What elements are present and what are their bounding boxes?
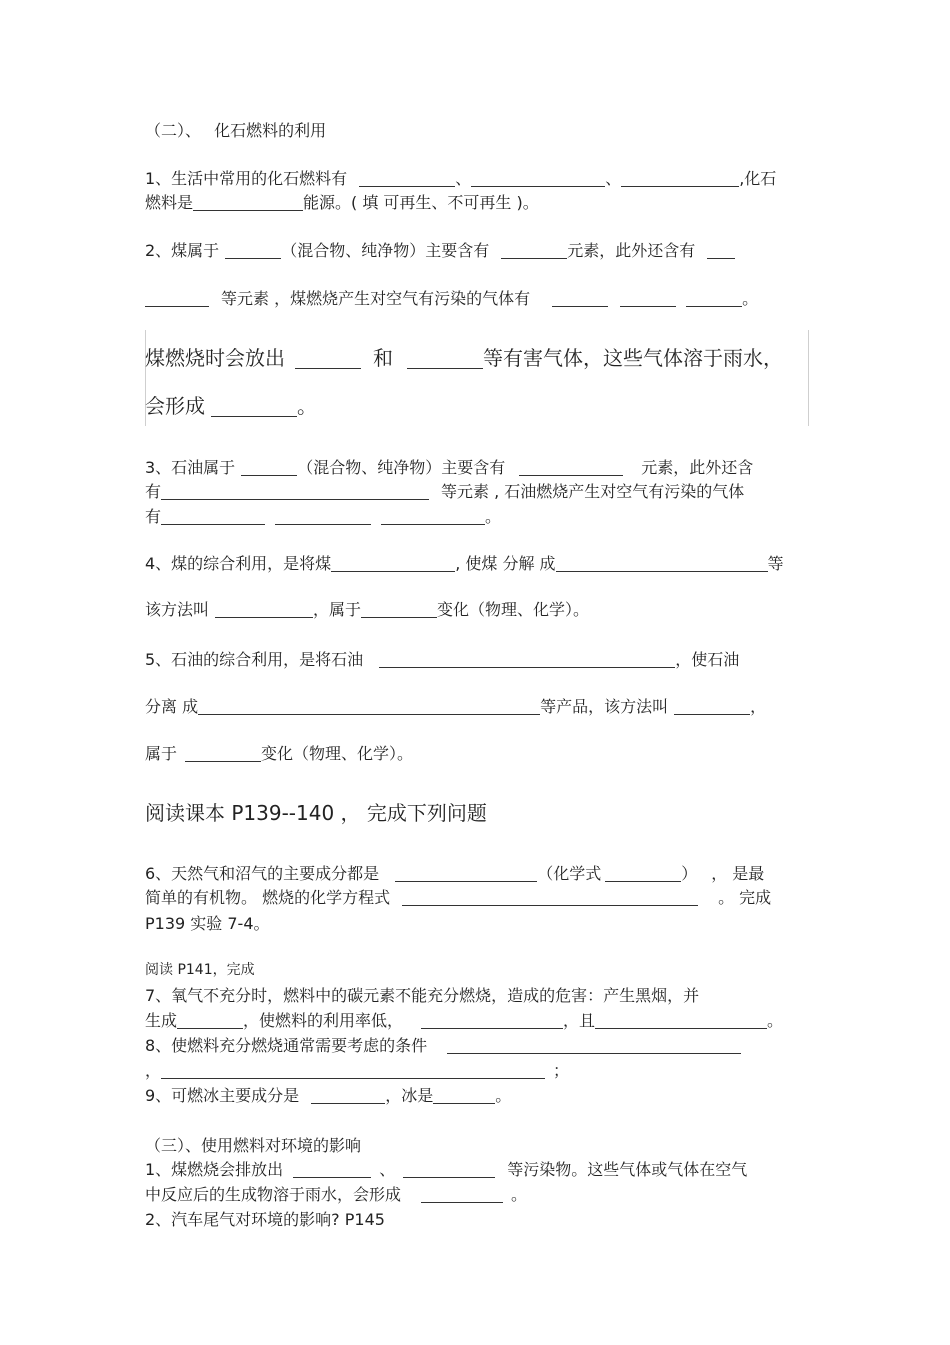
q1-line2: 燃料是 能源。( 填 可再生、不可再生 )。	[145, 193, 539, 212]
q6-line1: 6、天然气和沼气的主要成分都是 （化学式 ） ， 是最	[145, 864, 765, 883]
q8-blank2[interactable]	[161, 1062, 545, 1079]
q2-line2: 等元素 ，煤燃烧产生对空气有污染的气体有 。	[145, 289, 758, 309]
q3-blank3[interactable]	[161, 483, 429, 500]
q4-blank4[interactable]	[361, 601, 437, 618]
q5-blank1[interactable]	[379, 651, 675, 668]
q4-line2: 该方法叫 ，属于 变化（物理、化学）。	[145, 600, 590, 619]
q2-blank5[interactable]	[552, 290, 608, 307]
q3-line1: 3、石油属于 （混合物、纯净物）主要含有 元素，此外还含	[145, 458, 754, 477]
q1-blank4[interactable]	[193, 194, 303, 211]
q4-blank3[interactable]	[215, 601, 313, 618]
q1-line1: 1、生活中常用的化石燃料有 、 、 ,化石	[145, 169, 777, 188]
q1-blank2[interactable]	[471, 170, 605, 187]
reading-instruction-2: 阅读 P141，完成	[145, 962, 255, 978]
section-3-title: （三）、使用燃料对环境的影响	[145, 1136, 362, 1155]
q2-blank7[interactable]	[686, 290, 742, 307]
q5-blank2[interactable]	[198, 698, 540, 715]
q2-blank2[interactable]	[501, 242, 567, 259]
q6-blank2[interactable]	[605, 865, 681, 882]
q7-blank2[interactable]	[421, 1012, 563, 1029]
s3-q1-blank2[interactable]	[403, 1161, 495, 1178]
q1-blank3[interactable]	[621, 170, 739, 187]
reading-instruction-1: 阅读课本 P139--140 ， 完成下列问题	[145, 801, 487, 825]
q5-line1: 5、石油的综合利用，是将石油 ，使石油	[145, 650, 740, 669]
q3-blank1[interactable]	[241, 459, 297, 476]
q4-blank2[interactable]	[556, 555, 768, 572]
s3-q1-blank1[interactable]	[293, 1161, 371, 1178]
q6-blank3[interactable]	[402, 889, 698, 906]
q7-blank1[interactable]	[177, 1012, 243, 1029]
q2-blank1[interactable]	[225, 242, 281, 259]
q2-line1: 2、煤属于 （混合物、纯净物）主要含有 元素，此外还含有	[145, 241, 735, 261]
q3-blank4[interactable]	[161, 508, 265, 525]
q7-line2: 生成 ，使燃料的利用率低， ，且 。	[145, 1011, 784, 1030]
q5-blank4[interactable]	[185, 745, 261, 762]
q3-line3: 有 。	[145, 507, 502, 526]
q6-line2: 简单的有机物。 燃烧的化学方程式 。 完成	[145, 888, 772, 907]
box-blank1[interactable]	[295, 348, 361, 369]
box-line1: 煤燃烧时会放出 和 等有害气体，这些气体溶于雨水，	[145, 346, 783, 370]
q4-line1: 4、煤的综合利用，是将煤 , 使煤 分解 成 等	[145, 554, 784, 573]
q6-line3: P139 实验 7-4。	[145, 914, 270, 933]
box-line2: 会形成 。	[145, 394, 317, 418]
q3-line2: 有 等元素 , 石油燃烧产生对空气有污染的气体	[145, 482, 745, 501]
q7-line1: 7、氧气不充分时，燃料中的碳元素不能充分燃烧，造成的危害：产生黑烟，并	[145, 986, 700, 1005]
q3-blank6[interactable]	[381, 508, 485, 525]
q7-blank3[interactable]	[595, 1012, 767, 1029]
q8-line1: 8、使燃料充分燃烧通常需要考虑的条件	[145, 1036, 741, 1056]
q9-blank2[interactable]	[433, 1087, 495, 1104]
q8-blank1[interactable]	[447, 1037, 741, 1054]
s3-q1-line2: 中反应后的生成物溶于雨水，会形成 。	[145, 1185, 528, 1204]
q8-line2: ， ；	[145, 1061, 570, 1080]
q5-blank3[interactable]	[674, 698, 750, 715]
section-2-title: （二）、 化石燃料的利用	[145, 121, 327, 140]
q6-blank1[interactable]	[395, 865, 537, 882]
q3-blank5[interactable]	[275, 508, 371, 525]
q1-blank1[interactable]	[359, 170, 455, 187]
q3-blank2[interactable]	[519, 459, 623, 476]
q4-blank1[interactable]	[331, 555, 455, 572]
q2-blank6[interactable]	[620, 290, 676, 307]
q5-line3: 属于 变化（物理、化学）。	[145, 744, 414, 763]
box-blank3[interactable]	[211, 396, 297, 417]
q2-blank4[interactable]	[145, 290, 209, 307]
q9-line1: 9、可燃冰主要成分是 ，冰是 。	[145, 1086, 512, 1105]
s3-q1-line1: 1、煤燃烧会排放出 、 等污染物。这些气体或气体在空气	[145, 1160, 748, 1179]
box-blank2[interactable]	[407, 348, 483, 369]
q5-line2: 分离 成 等产品，该方法叫 ，	[145, 697, 767, 716]
q2-blank3[interactable]	[707, 242, 735, 259]
s3-q1-blank3[interactable]	[421, 1186, 503, 1203]
q9-blank1[interactable]	[311, 1087, 385, 1104]
s3-q2-line: 2、汽车尾气对环境的影响? P145	[145, 1210, 385, 1229]
